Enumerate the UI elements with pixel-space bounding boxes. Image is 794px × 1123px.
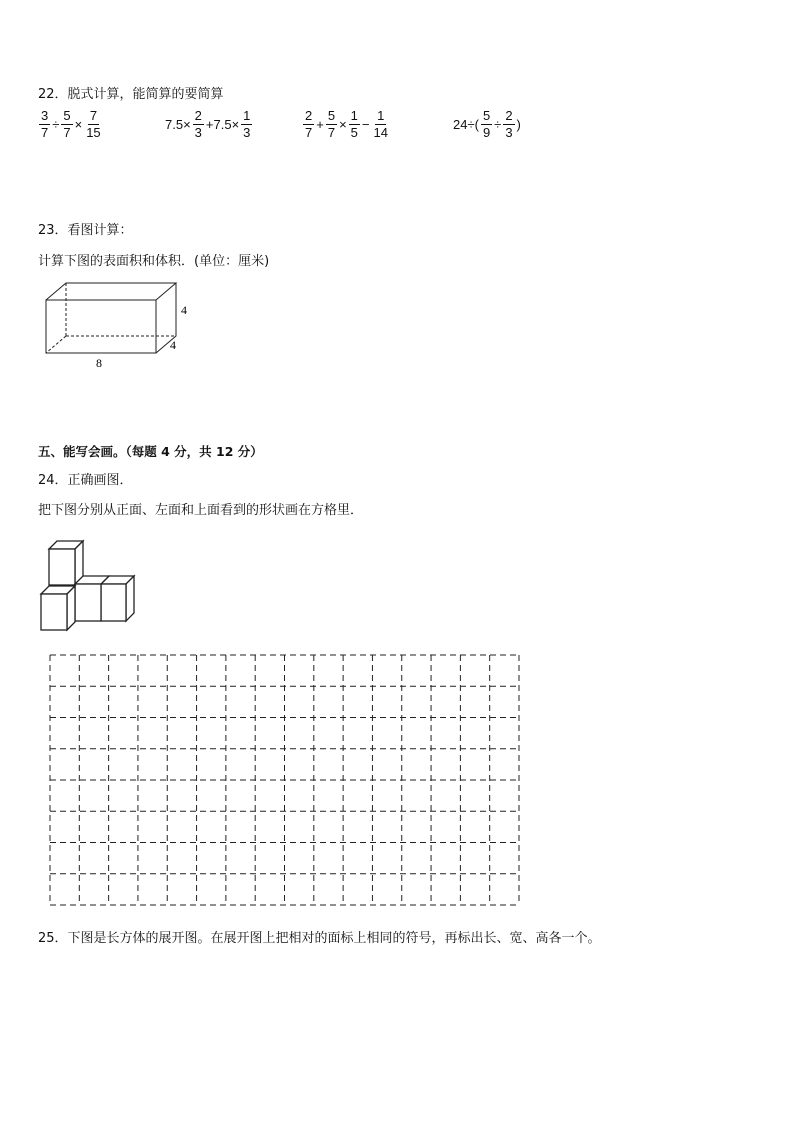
- fraction: $\frac{3}{7}$: [41, 108, 49, 140]
- fraction: $\frac{2}{7}$: [305, 108, 313, 140]
- expression-4: 24÷( $\frac{5}{9}$ ÷ $\frac{2}{3}$ ): [453, 108, 521, 140]
- expression-1: $\frac{3}{7}$ ÷ $\frac{5}{7}$ × $\frac{7}{15}$: [41, 108, 101, 140]
- fraction: $\frac{2}{3}$: [194, 108, 202, 140]
- section-5-heading: 五、能写会画。（每题 4 分，共 12 分）: [38, 444, 263, 459]
- fraction: $\frac{1}{3}$: [243, 108, 251, 140]
- q23-instruction: 计算下图的表面积和体积．(单位：厘米): [38, 254, 270, 269]
- height-label: 4: [181, 303, 187, 317]
- fraction: $\frac{5}{7}$: [63, 108, 71, 140]
- fraction: $\frac{1}{5}$: [350, 108, 358, 140]
- expression-3: $\frac{2}{7}$ + $\frac{5}{7}$ × $\frac{1}{5}$ − $\frac{1}{14}$: [305, 108, 388, 140]
- width-label: 4: [170, 338, 176, 352]
- fraction: $\frac{2}{3}$: [505, 108, 513, 140]
- q25-heading: 25．下图是长方体的展开图。在展开图上把相对的面标上相同的符号，再标出长、宽、高各一个。: [38, 931, 601, 946]
- expression-2: 7.5× $\frac{2}{3}$ +7.5× $\frac{1}{3}$: [165, 108, 251, 140]
- q24-heading: 24．正确画图．: [38, 473, 133, 488]
- fraction: $\frac{5}{9}$: [482, 108, 491, 140]
- q23-heading: 23．看图计算：: [38, 223, 133, 238]
- length-label: 8: [96, 356, 102, 370]
- q24-instruction: 把下图分别从正面、左面和上面看到的形状画在方格里．: [38, 503, 364, 518]
- q22-heading: 22．脱式计算，能简算的要简算: [38, 87, 224, 102]
- fraction: $\frac{5}{7}$: [327, 108, 336, 140]
- fraction: $\frac{7}{15}$: [86, 108, 101, 140]
- fraction: $\frac{1}{14}$: [373, 108, 388, 140]
